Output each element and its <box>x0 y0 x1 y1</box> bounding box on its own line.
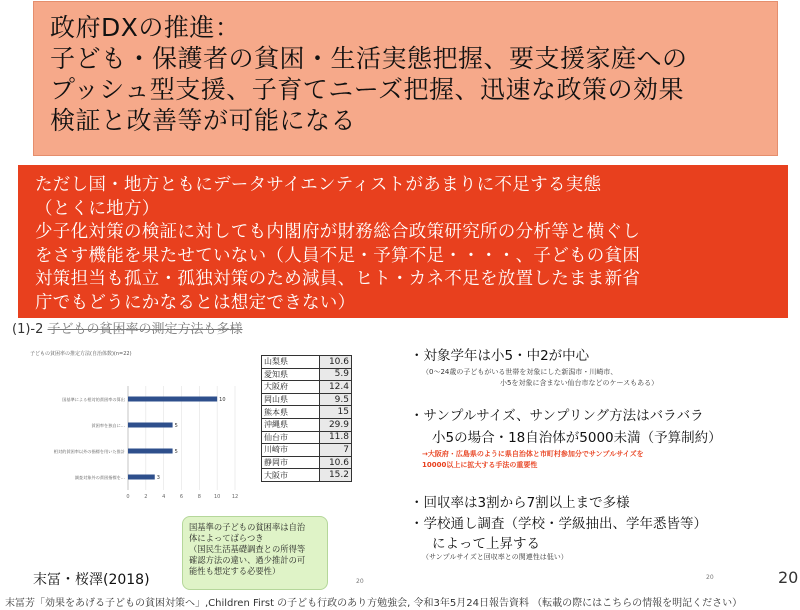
chart-x-tick-label: 6 <box>179 494 184 500</box>
table-row <box>262 356 352 369</box>
headline-line: 検証と改善等が可能になる <box>50 106 357 135</box>
chart-data-label: 5 <box>174 448 178 455</box>
caveat-line: （とくに地方） <box>35 198 160 219</box>
chart-canvas <box>30 340 240 520</box>
caveat-line: 少子化対策の検証に対しても内閣府が財務総合政策研究所の分析等と横ぐし <box>35 222 641 242</box>
chart-data-label: 5 <box>174 422 178 429</box>
chart-bar <box>128 397 217 402</box>
table-row <box>262 368 352 381</box>
chart-bar <box>128 475 155 480</box>
section-label <box>12 318 243 337</box>
finding-response: ・回収率は3割から7割以上まで多様 <box>410 495 630 511</box>
finding-school-detail: によって上昇する <box>432 536 540 552</box>
chart-title: 子どもの貧困率の推定方法(自治体数)(n=22) <box>30 351 132 357</box>
table-row <box>262 381 352 394</box>
note-line: 能性も想定する必要性） <box>189 566 281 576</box>
headline-line: 政府DXの推進： <box>50 13 241 42</box>
chart-x-tick-label: 10 <box>213 494 221 500</box>
table-cell-value: 29.9 <box>320 418 352 431</box>
finding-sample: ・サンプルサイズ、サンプリング方法はバラバラ <box>410 408 704 424</box>
bar-chart <box>30 340 240 520</box>
section-number: (1)-2 <box>12 322 44 337</box>
chart-x-tick-label: 12 <box>231 494 239 500</box>
poverty-rate-table <box>261 355 352 482</box>
table-cell-name: 川崎市 <box>262 444 320 457</box>
table-cell-name: 熊本県 <box>262 406 320 419</box>
table-cell-value: 9.5 <box>320 393 352 406</box>
table-cell-name: 岡山県 <box>262 393 320 406</box>
finding-sample-detail: 小5の場合・18自治体が5000未満（予算制約） <box>432 430 722 446</box>
inner-page-number: 20 <box>706 574 714 581</box>
chart-bar <box>128 423 173 428</box>
table-cell-value: 15 <box>320 406 352 419</box>
table-row <box>262 456 352 469</box>
table-cell-value: 12.4 <box>320 381 352 394</box>
chart-x-tick-label: 0 <box>126 494 130 500</box>
table-row <box>262 393 352 406</box>
table-cell-name: 愛知県 <box>262 368 320 381</box>
table-cell-value: 15.2 <box>320 469 352 482</box>
table-cell-value: 10.6 <box>320 456 352 469</box>
table-row <box>262 418 352 431</box>
headline-line: プッシュ型支援、子育てニーズ把握、迅速な政策の効果 <box>50 75 685 104</box>
table-cell-value: 10.6 <box>320 356 352 369</box>
finding-sample-emphasis: 10000以上に拡大する手法の重要性 <box>422 461 538 469</box>
table-cell-value: 5.9 <box>320 368 352 381</box>
table-cell-name: 山梨県 <box>262 356 320 369</box>
headline-line: 子ども・保護者の貧困・生活実態把握、要支援家庭への <box>50 44 688 73</box>
finding-grade: ・対象学年は小5・中2が中心 <box>410 348 590 364</box>
note-line: 確認方法の違い、過少推計の可 <box>189 555 306 565</box>
caveat-line: 庁でもどうにかなるとは想定できない） <box>35 292 356 313</box>
finding-school-note: （サンプルサイズと回収率との関連性は低い） <box>422 553 568 561</box>
finding-sample-emphasis: →大阪府・広島県のように県自治体と市町村参加分でサンプルサイズを <box>422 450 644 458</box>
table-cell-name: 沖縄県 <box>262 418 320 431</box>
table-row <box>262 469 352 482</box>
citation-author: 末冨・桜澤(2018) <box>33 572 150 588</box>
chart-bar <box>128 449 173 454</box>
section-heading-obscured: 子どもの貧困率の測定方法も多様 <box>47 322 243 337</box>
caveat-line: をさす機能を果たせていない（人員不足・予算不足・・・・、子どもの貧困 <box>35 245 641 266</box>
chart-category-label: 相対的貧困率以外の指標を用いた推計 <box>53 448 125 454</box>
finding-grade-note: （0～24歳の子どもがいる世帯を対象にした新潟市・川崎市、 <box>422 368 618 376</box>
chart-category-label: 国基準による相対的貧困率の算出 <box>62 396 125 402</box>
chart-category-label: 調査対象外の貧困指標を… <box>74 474 125 480</box>
chart-category-label: 貧困率を独自に… <box>91 422 125 428</box>
caveat-box <box>18 165 788 318</box>
finding-grade-note: 小5を対象に含まない仙台市などのケースもある） <box>500 379 659 387</box>
chart-data-label: 3 <box>156 474 160 481</box>
inner-page-number: 20 <box>356 578 364 585</box>
table-cell-name: 仙台市 <box>262 431 320 444</box>
chart-x-tick-label: 2 <box>144 494 148 500</box>
table-row <box>262 444 352 457</box>
footer-credit: 末冨芳「効果をあげる子どもの貧困対策へ」,Children First の子ども行政のあり方勉強会, 令和3年5月24日報告資料 （転載の際にはこちらの情報を明記ください） <box>5 598 743 609</box>
chart-data-label: 10 <box>219 396 226 403</box>
table-cell-name: 大阪市 <box>262 469 320 482</box>
page-number: 20 <box>778 568 799 587</box>
table-cell-value: 11.8 <box>320 431 352 444</box>
table-cell-value: 7 <box>320 444 352 457</box>
table-cell-name: 静岡市 <box>262 456 320 469</box>
caveat-line: ただし国・地方ともにデータサイエンティストがあまりに不足する実態 <box>35 175 602 195</box>
table-row <box>262 406 352 419</box>
table-cell-name: 大阪府 <box>262 381 320 394</box>
chart-x-tick-label: 4 <box>162 494 166 500</box>
callout-note <box>182 516 328 590</box>
note-line: 国基準の子どもの貧困率は自治 <box>189 522 306 532</box>
note-line: （国民生活基礎調査との所得等 <box>189 544 306 554</box>
finding-school: ・学校通し調査（学校・学級抽出、学年悉皆等） <box>410 516 707 532</box>
note-line: 体によってばらつき <box>189 533 264 543</box>
headline-box <box>33 1 778 156</box>
caveat-line: 対策担当も孤立・孤独対策のため減員、ヒト・カネ不足を放置したまま新省 <box>35 269 641 289</box>
table-row <box>262 431 352 444</box>
chart-x-tick-label: 8 <box>197 494 201 500</box>
